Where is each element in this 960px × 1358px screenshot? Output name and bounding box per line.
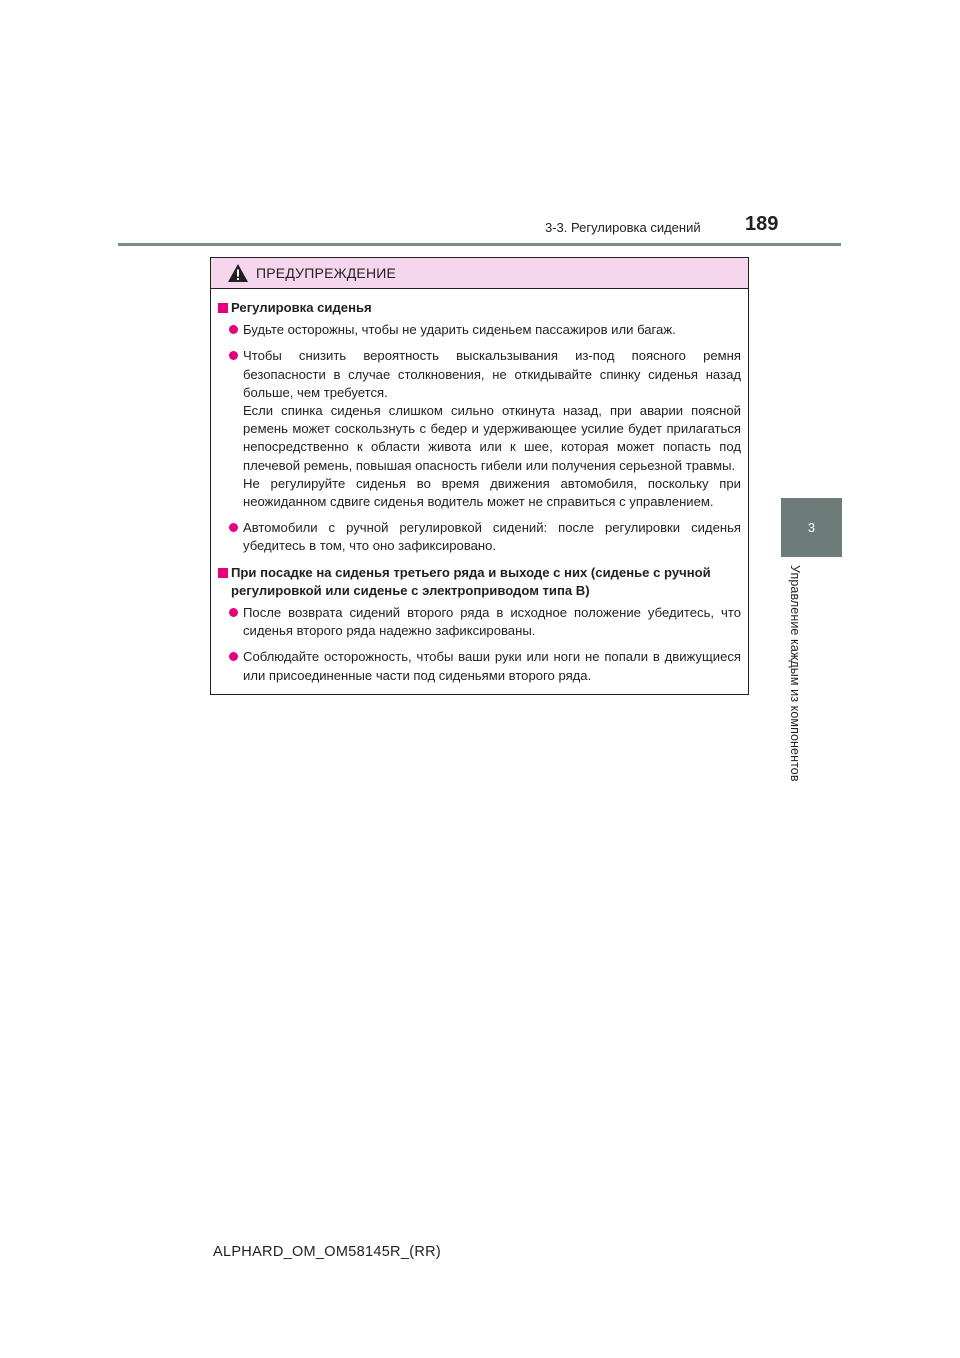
bullet-paragraph: После возврата сидений второго ряда в исходное положение убедитесь, что сиденья второго ряда надежно зафиксированы. bbox=[243, 605, 741, 639]
section-heading-text: Регулировка сиденья bbox=[231, 300, 372, 315]
bullet-paragraph: Соблюдайте осторожность, чтобы ваши руки или ноги не попали в движущиеся или присоединенные части под сиденьями второго ряда. bbox=[243, 649, 741, 683]
warning-title: ПРЕДУПРЕЖДЕНИЕ bbox=[256, 265, 397, 281]
header-divider bbox=[118, 243, 841, 246]
circle-bullet-icon bbox=[229, 608, 238, 617]
warning-body bbox=[211, 289, 748, 685]
square-bullet-icon bbox=[218, 303, 228, 313]
bullet-paragraph: Чтобы снизить вероятность выскальзывания из-под поясного ремня безопасности в случае столкновения, не откидывайте спинку сиденья назад больше, чем требуется. bbox=[243, 348, 741, 400]
bullet-paragraph: Автомобили с ручной регулировкой сидений: после регулировки сиденья убедитесь в том, что оно зафиксировано. bbox=[243, 520, 741, 554]
page-number: 189 bbox=[745, 213, 779, 235]
warning-section-heading bbox=[218, 564, 741, 600]
bullet-paragraph: Будьте осторожны, чтобы не ударить сиденьем пассажиров или багаж. bbox=[243, 322, 676, 338]
warning-bullet-item bbox=[229, 519, 741, 555]
circle-bullet-icon bbox=[229, 325, 238, 334]
bullet-text bbox=[243, 347, 741, 511]
circle-bullet-icon bbox=[229, 523, 238, 532]
bullet-text bbox=[243, 604, 741, 640]
chapter-tab bbox=[781, 498, 842, 557]
chapter-number: 3 bbox=[807, 520, 816, 535]
warning-bullet-item bbox=[229, 321, 741, 339]
warning-bullet-item bbox=[229, 648, 741, 684]
chapter-title: Управление каждым из компонентов bbox=[788, 565, 802, 782]
square-bullet-icon bbox=[218, 568, 228, 578]
bullet-text bbox=[243, 321, 741, 339]
warning-triangle-icon bbox=[227, 263, 249, 283]
warning-box bbox=[210, 257, 749, 695]
document-code: ALPHARD_OM_OM58145R_(RR) bbox=[213, 1244, 441, 1260]
warning-section-heading bbox=[218, 299, 741, 317]
section-heading-text: При посадке на сиденья третьего ряда и выходе с них (сиденье с ручной регулировкой или сиденье с электроприводом типа B) bbox=[231, 564, 711, 598]
warning-bullet-item bbox=[229, 604, 741, 640]
bullet-text bbox=[243, 519, 741, 555]
bullet-paragraph: Не регулируйте сиденья во время движения автомобиля, поскольку при неожиданном сдвиге сиденья водитель может не справиться с управлением. bbox=[243, 475, 741, 510]
bullet-text bbox=[243, 648, 741, 684]
bullet-paragraph: Если спинка сиденья слишком сильно откинута назад, при аварии поясной ремень может соскользнуть с бедер и удерживающее усилие будет прилагаться непосредственно к области живота или к шее, которая может попасть под плечевой ремень, повышая опасность гибели или получения серьезной травмы. bbox=[243, 403, 741, 473]
warning-header bbox=[211, 258, 748, 289]
circle-bullet-icon bbox=[229, 351, 238, 360]
circle-bullet-icon bbox=[229, 652, 238, 661]
warning-bullet-item bbox=[229, 347, 741, 511]
running-header-section: 3-3. Регулировка сидений bbox=[545, 220, 701, 235]
